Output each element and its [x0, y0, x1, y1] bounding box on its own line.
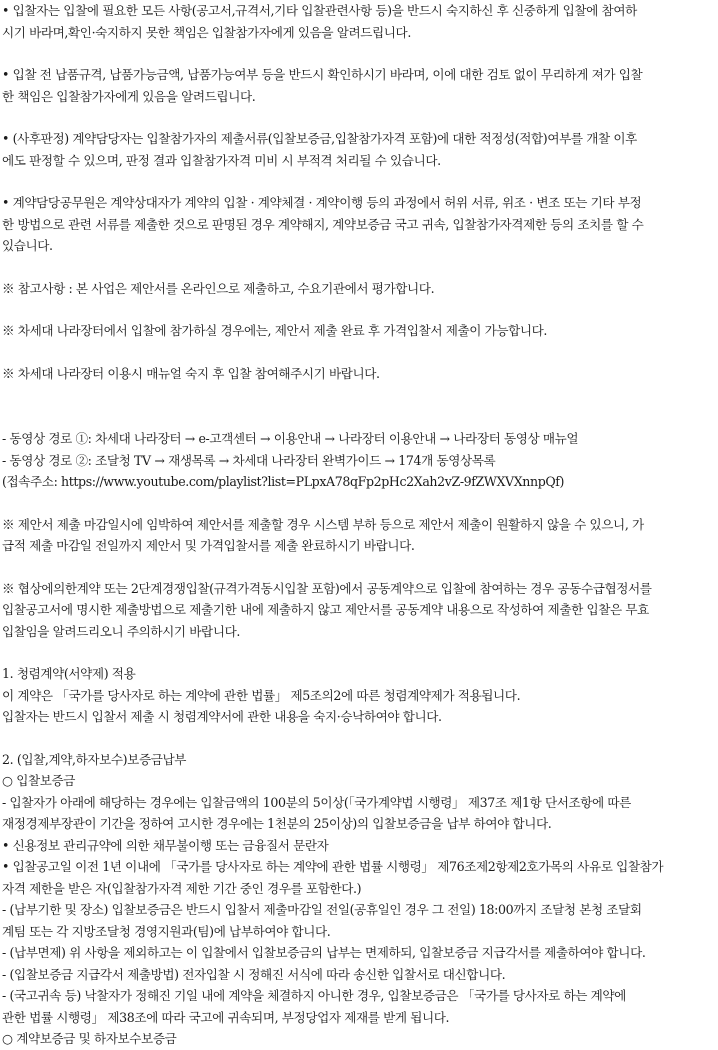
- text-line: • 신용정보 관리규약에 의한 채무불이행 또는 금융질서 문란자: [2, 837, 329, 853]
- text-line: 이 계약은 「국가를 당사자로 하는 계약에 관한 법률」 제5조의2에 따른 청렴계약제가 적용됩니다.: [2, 687, 521, 703]
- text-line: 재정경제부장관이 기간을 정하여 고시한 경우에는 1천분의 25이상)의 입찰보증금을 납부 하여야 합니다.: [2, 816, 552, 831]
- notice-delivery-check: [2, 64, 716, 107]
- video-path-2: - 동영상 경로 ②: 조달청 TV → 재생목록 → 차세대 나라장터 완벽가이드 → 174개 동영상목록: [2, 452, 496, 468]
- text-line: ※ 참고사항 : 본 사업은 제안서를 온라인으로 제출하고, 수요기관에서 평가합니다.: [2, 280, 435, 296]
- text-line: 한 책임은 입찰참가자에게 있음을 알려드립니다.: [2, 88, 256, 104]
- text-line: 급적 제출 마감일 전일까지 제안서 및 가격입찰서를 제출 완료하시기 바랍니다.: [2, 538, 415, 553]
- text-line: 계팀 또는 각 지방조달청 경영지원과(팀)에 납부하여야 합니다.: [2, 923, 331, 939]
- text-line: 입찰자는 반드시 입찰서 제출 시 청렴계약서에 관한 내용을 숙지·승낙하여야 합니다.: [2, 709, 442, 724]
- video-url: (접속주소: https://www.youtube.com/playlist?list=PLpxA78qFp2pHc2Xah2vZ-9fZWXVXnnpQf): [2, 474, 565, 489]
- notice-deadline: [2, 514, 716, 557]
- text-line: - (납부면제) 위 사항을 제외하고는 이 입찰에서 입찰보증금의 납부는 면제하되, 입찰보증금 지급각서를 제출하여야 합니다.: [2, 945, 646, 960]
- text-line: • 계약담당공무원은 계약상대자가 계약의 입찰 · 계약체결 · 계약이행 등의 과정에서 허위 서류, 위조 · 변조 또는 기타 부정: [2, 195, 642, 210]
- text-line: ※ 차세대 나라장터에서 입찰에 참가하실 경우에는, 제안서 제출 완료 후 가격입찰서 제출이 가능합니다.: [2, 323, 548, 338]
- text-line: 자격 제한을 받은 자(입찰참가자격 제한 기간 중인 경우를 포함한다.): [2, 880, 362, 896]
- text-line: - (입찰보증금 지급각서 제출방법) 전자입찰 시 정해진 서식에 따라 송신한 입찰서로 대신합니다.: [2, 966, 506, 982]
- text-line: • (사후판정) 계약담당자는 입찰참가자의 제출서류(입찰보증금,입찰참가자격 포함)에 대한 적정성(적합)여부를 개찰 이후: [2, 131, 637, 146]
- section-heading: 1. 청렴계약(서약제) 적용: [2, 666, 136, 681]
- announcement-document: [2, 0, 716, 1050]
- text-line: 있습니다.: [2, 238, 53, 253]
- text-line: - (국고귀속 등) 낙찰자가 정해진 기일 내에 계약을 체결하지 아니한 경우, 입찰보증금은 「국가를 당사자로 하는 계약에: [2, 988, 626, 1003]
- text-line: 시기 바라며,확인·숙지하지 못한 책임은 입찰참가자에게 있음을 알려드립니다.: [2, 24, 411, 40]
- text-line: ※ 제안서 제출 마감일시에 임박하여 제안서를 제출할 경우 시스템 부하 등으로 제안서 제출이 원활하지 않을 수 있으니, 가: [2, 516, 644, 532]
- text-line: - 입찰자가 아래에 해당하는 경우에는 입찰금액의 100분의 5이상(「국가계약법 시행령」 제37조 제1항 단서조항에 따른: [2, 794, 631, 810]
- notice-fraud-measures: [2, 192, 716, 257]
- text-line: 입찰임을 알려드리오니 주의하시기 바랍니다.: [2, 623, 240, 639]
- video-path-1: - 동영상 경로 ①: 차세대 나라장터 → e-고객센터 → 이용안내 → 나라장터 이용안내 → 나라장터 동영상 매뉴얼: [2, 431, 579, 446]
- section-integrity-contract: [2, 663, 716, 728]
- video-paths: [2, 428, 716, 493]
- text-line: 한 방법으로 관련 서류를 제출한 것으로 판명된 경우 계약해지, 계약보증금 국고 귀속, 입찰참가자격제한 등의 조치를 할 수: [2, 216, 644, 232]
- text-line: • 입찰 전 납품규격, 납품가능금액, 납품가능여부 등을 반드시 확인하시기 바라며, 이에 대한 검토 없이 무리하게 져가 입찰: [2, 67, 643, 82]
- text-line: 관한 법률 시행령」 제38조에 따라 국고에 귀속되며, 부정당업자 제재를 받게 됩니다.: [2, 1009, 450, 1025]
- subsection-heading: ○ 입찰보증금: [2, 773, 76, 788]
- notice-reference-online: [2, 278, 716, 300]
- text-line: - (납부기한 및 장소) 입찰보증금은 반드시 입찰서 제출마감일 전일(공휴일인 경우 그 전일) 18:00까지 조달청 본청 조달회: [2, 902, 642, 917]
- notice-bid-responsibility: [2, 0, 716, 43]
- notice-manual: [2, 363, 716, 385]
- section-deposit: [2, 749, 716, 1050]
- notice-next-gen-bidding: [2, 320, 716, 342]
- text-line: ※ 차세대 나라장터 이용시 매뉴얼 숙지 후 입찰 참여해주시기 바랍니다.: [2, 365, 380, 381]
- notice-post-judgement: [2, 128, 716, 171]
- subsection-heading: ○ 계약보증금 및 하자보수보증금: [2, 1031, 177, 1046]
- text-line: ※ 협상에의한계약 또는 2단계경쟁입찰(규격가격동시입찰 포함)에서 공동계약으로 입찰에 참여하는 경우 공동수급협정서를: [2, 580, 652, 596]
- text-line: 에도 판정할 수 있으며, 판정 결과 입찰참가자격 미비 시 부적격 처리될 수 있습니다.: [2, 152, 441, 168]
- text-line: • 입찰자는 입찰에 필요한 모든 사항(공고서,규격서,기타 입찰관련사항 등)을 반드시 숙지하신 후 신중하게 입찰에 참여하: [2, 3, 637, 18]
- section-heading: 2. (입찰,계약,하자보수)보증금납부: [2, 751, 187, 767]
- notice-joint-contract: [2, 578, 716, 643]
- text-line: • 입찰공고일 이전 1년 이내에 「국가를 당사자로 하는 계약에 관한 법률 시행령」 제76조제2항제2호가목의 사유로 입찰참가: [2, 859, 664, 874]
- text-line: 입찰공고서에 명시한 제출방법으로 제출기한 내에 제출하지 않고 제안서를 공동계약 내용으로 작성하여 제출한 입찰은 무효: [2, 602, 649, 617]
